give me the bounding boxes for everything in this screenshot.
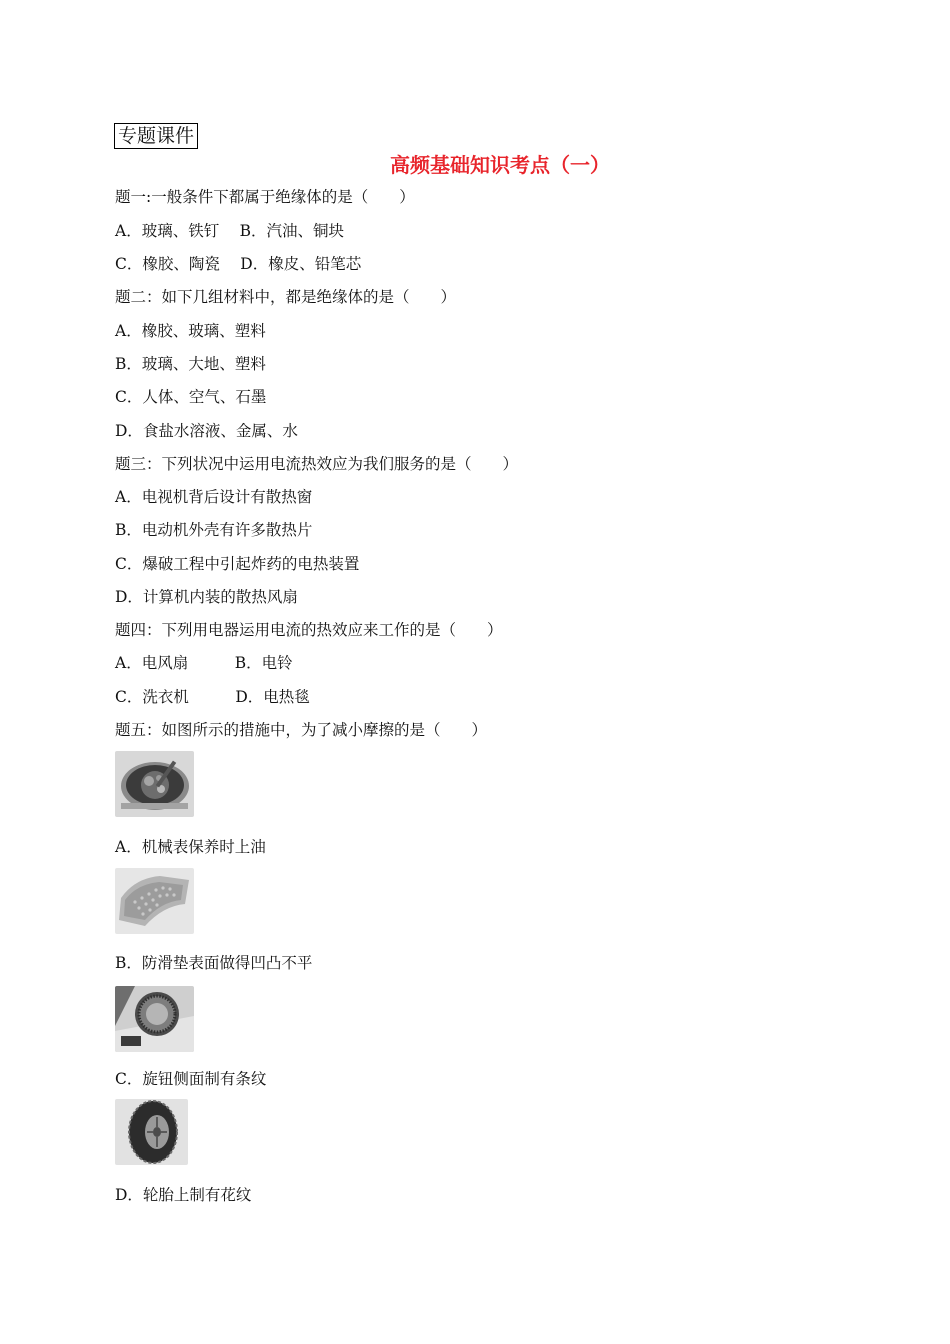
page-title: 高频基础知识考点（一） xyxy=(390,153,610,177)
q5-option-c: C．旋钮侧面制有条纹 xyxy=(115,1070,267,1088)
anti-slip-mat-image xyxy=(115,868,194,934)
q3-option-d: D．计算机内装的散热风扇 xyxy=(115,588,298,606)
q2-option-b: B．玻璃、大地、塑料 xyxy=(115,355,266,373)
q2-option-a: A．橡胶、玻璃、塑料 xyxy=(115,322,266,340)
q5-option-b: B．防滑垫表面做得凹凸不平 xyxy=(115,954,313,972)
q4-options-row2: C．洗衣机 D．电热毯 xyxy=(115,688,310,706)
q2-option-c: C．人体、空气、石墨 xyxy=(115,388,267,406)
q2-option-d: D．食盐水溶液、金属、水 xyxy=(115,422,298,440)
q5-option-a: A．机械表保养时上油 xyxy=(115,838,266,856)
q3-stem: 题三：下列状况中运用电流热效应为我们服务的是（ ） xyxy=(115,455,519,473)
tire-image xyxy=(115,1099,188,1165)
q4-stem: 题四：下列用电器运用电流的热效应来工作的是（ ） xyxy=(115,621,503,639)
q2-stem: 题二：如下几组材料中，都是绝缘体的是（ ） xyxy=(115,288,457,306)
topic-tag: 专题课件 xyxy=(114,123,198,149)
q4-options-row1: A．电风扇 B．电铃 xyxy=(115,654,293,672)
q5-stem: 题五：如图所示的措施中，为了减小摩擦的是（ ） xyxy=(115,721,488,739)
q1-stem: 题一:一般条件下都属于绝缘体的是（ ） xyxy=(115,188,415,206)
q3-option-a: A．电视机背后设计有散热窗 xyxy=(115,488,313,506)
q1-options-row1: A．玻璃、铁钉 B．汽油、铜块 xyxy=(115,222,345,240)
q3-option-c: C．爆破工程中引起炸药的电热装置 xyxy=(115,555,360,573)
q1-options-row2: C．橡胶、陶瓷 D．橡皮、铅笔芯 xyxy=(115,255,362,273)
q5-option-d: D．轮胎上制有花纹 xyxy=(115,1186,252,1204)
q3-option-b: B．电动机外壳有许多散热片 xyxy=(115,521,313,539)
knob-image xyxy=(115,986,194,1052)
watch-image xyxy=(115,751,194,817)
